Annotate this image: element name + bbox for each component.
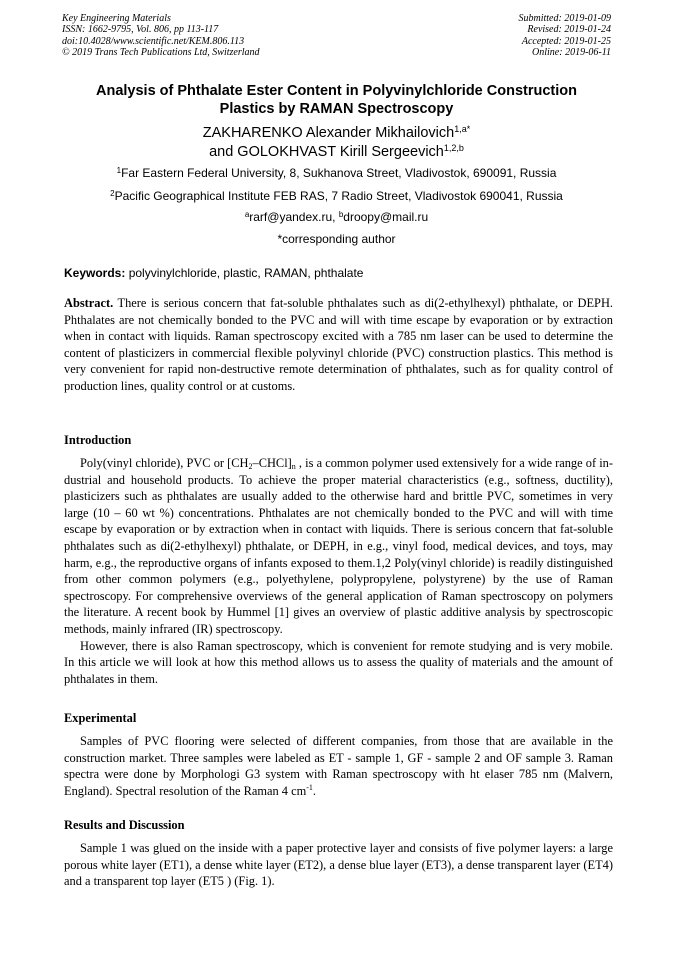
introduction-paragraph-2: However, there is also Raman spectroscopy, which is convenient for remote studying and is very mobile. In this article we will look at how this method allows us to assess the quality of materials and the amount of phthalates in them. xyxy=(64,638,613,686)
email-b: droopy@mail.ru xyxy=(343,210,429,224)
intro-p1-part-a: Poly(vinyl chloride), PVC or [CH xyxy=(80,456,249,470)
keywords-text: polyvinylchloride, plastic, RAMAN, phthalate xyxy=(125,266,364,280)
doi-line: doi:10.4028/www.scientific.net/KEM.806.113 xyxy=(62,35,245,47)
corresponding-author-note: *corresponding author xyxy=(277,232,396,246)
intro-p1-part-b: –CHCl] xyxy=(252,456,292,470)
submitted-date: Submitted: 2019-01-09 xyxy=(518,13,611,24)
copyright-line: © 2019 Trans Tech Publications Ltd, Switzerland xyxy=(62,47,260,59)
affiliation-1 xyxy=(62,166,611,180)
author-1-affil-mark: 1,a* xyxy=(454,124,471,134)
introduction-body xyxy=(64,455,613,687)
title-line-2: Plastics by RAMAN Spectroscopy xyxy=(219,101,454,117)
keywords-label: Keywords: xyxy=(64,266,126,280)
results-body xyxy=(64,840,613,890)
author-list xyxy=(62,124,611,162)
journal-header xyxy=(62,13,260,59)
email-line xyxy=(62,210,611,224)
author-1 xyxy=(62,124,611,143)
abstract-block xyxy=(64,295,613,395)
author-2-name: and GOLOKHVAST Kirill Sergeevich xyxy=(209,144,444,160)
experimental-superscript: -1 xyxy=(306,782,313,792)
experimental-body xyxy=(64,733,613,799)
affiliation-2-text: Pacific Geographical Institute FEB RAS, 7 Radio Street, Vladivostok 690041, Russia xyxy=(114,189,563,203)
introduction-heading: Introduction xyxy=(64,433,132,447)
experimental-heading: Experimental xyxy=(64,711,137,725)
revised-date: Revised: 2019-01-24 xyxy=(527,24,611,36)
title-line-1: Analysis of Phthalate Ester Content in Polyvinylchloride Construction xyxy=(96,83,577,99)
online-date: Online: 2019-06-11 xyxy=(532,47,611,59)
abstract-label: Abstract. xyxy=(64,296,114,310)
experimental-p1-text: Samples of PVC flooring were selected of different companies, from those that are available in the construction market. Three samples were labeled as ET - sample 1, GF - sample 2 and OF sample 3. Raman spectra were done by Morphologi G3 system with Raman spectroscopy with ht elaser 785 nm (Malvern, England). Spectral resolution of the Raman 4 cm xyxy=(64,734,613,798)
experimental-p1-end: . xyxy=(312,783,317,798)
keywords-line xyxy=(64,266,363,280)
author-1-name: ZAKHARENKO Alexander Mikhailovich xyxy=(202,125,455,141)
email-a: rarf@yandex.ru, xyxy=(249,210,339,224)
results-paragraph-1: Sample 1 was glued on the inside with a paper protective layer and consists of five polymer layers: a large porous white layer (ET1), a dense white layer (ET2), a dense blue layer (ET3), a dense transparent layer (ET4) and a transparent top layer (ET5 ) (Fig. 1). xyxy=(64,841,613,889)
dates-header xyxy=(519,13,612,59)
results-heading: Results and Discussion xyxy=(64,818,185,832)
affiliation-1-mark: 1 xyxy=(116,166,122,175)
experimental-paragraph-1 xyxy=(64,733,613,799)
email-b-mark: b xyxy=(338,210,344,219)
journal-name: Key Engineering Materials xyxy=(62,13,171,24)
intro-subscript-2: 2 xyxy=(248,462,253,471)
email-a-mark: a xyxy=(244,210,250,219)
author-2-affil-mark: 1,2,b xyxy=(443,143,464,153)
affiliation-2 xyxy=(62,189,611,203)
intro-subscript-n: n xyxy=(291,462,296,471)
abstract-text: There is serious concern that fat-soluble phthalates such as di(2-ethylhexyl) phthalate, or DEPH. Phthalates are not chemically bonded to the PVC and will with time escape by evaporation or by extraction when in contact with liquids. Raman spectroscopy excited with a 785 nm laser can be used to determine the content of plasticizers in commercial flexible polyvinyl chloride (PVC) construction plastics. This method is very convenient for rapid non-destructive remote determination of phthalates, such as for quality control of production lines, quality control or at customs. xyxy=(64,296,613,393)
accepted-date: Accepted: 2019-01-25 xyxy=(521,35,611,47)
intro-p1-part-c: , is a common polymer used extensively for a wide range of in- dustrial and household products. To achieve the proper material characteristics (e.g., softness, ductility), plasticizers such as phthalates are usually added to the otherwise hard and brittle PVC, sometimes in very large (10 – 60 wt %) concentrations. Phthalates are not chemically bonded to the PVC and will with time escape by evaporation or by extraction when in contact with liquids. There is serious concern that fat-soluble phthalates such as di(2-ethylhexyl) phthalate, or DEPH, in e.g., vinyl food, medical devices, and toys, may harm, e.g., the reproductive organs of infants exposed to them.1,2 Poly(vinyl chloride) is readily distinguished from other common polymers (e.g., polyethylene, polypropylene, polystyrene) by the use of Raman spectroscopy. For comprehensive overviews of the general application of Raman spectroscopy on polymers the literature. A recent book by Hummel [1] gives an overview of plastic additive analysis by spectroscopic methods, mainly infrared (IR) spectroscopy. xyxy=(64,456,614,636)
issn-line: ISSN: 1662-9795, Vol. 806, pp 113-117 xyxy=(62,24,219,36)
author-2 xyxy=(62,143,611,162)
paper-title xyxy=(62,82,611,118)
affiliation-1-text: Far Eastern Federal University, 8, Sukhanova Street, Vladivostok, 690091, Russia xyxy=(121,166,557,180)
introduction-paragraph-1 xyxy=(64,455,613,638)
affiliation-2-mark: 2 xyxy=(110,189,115,198)
